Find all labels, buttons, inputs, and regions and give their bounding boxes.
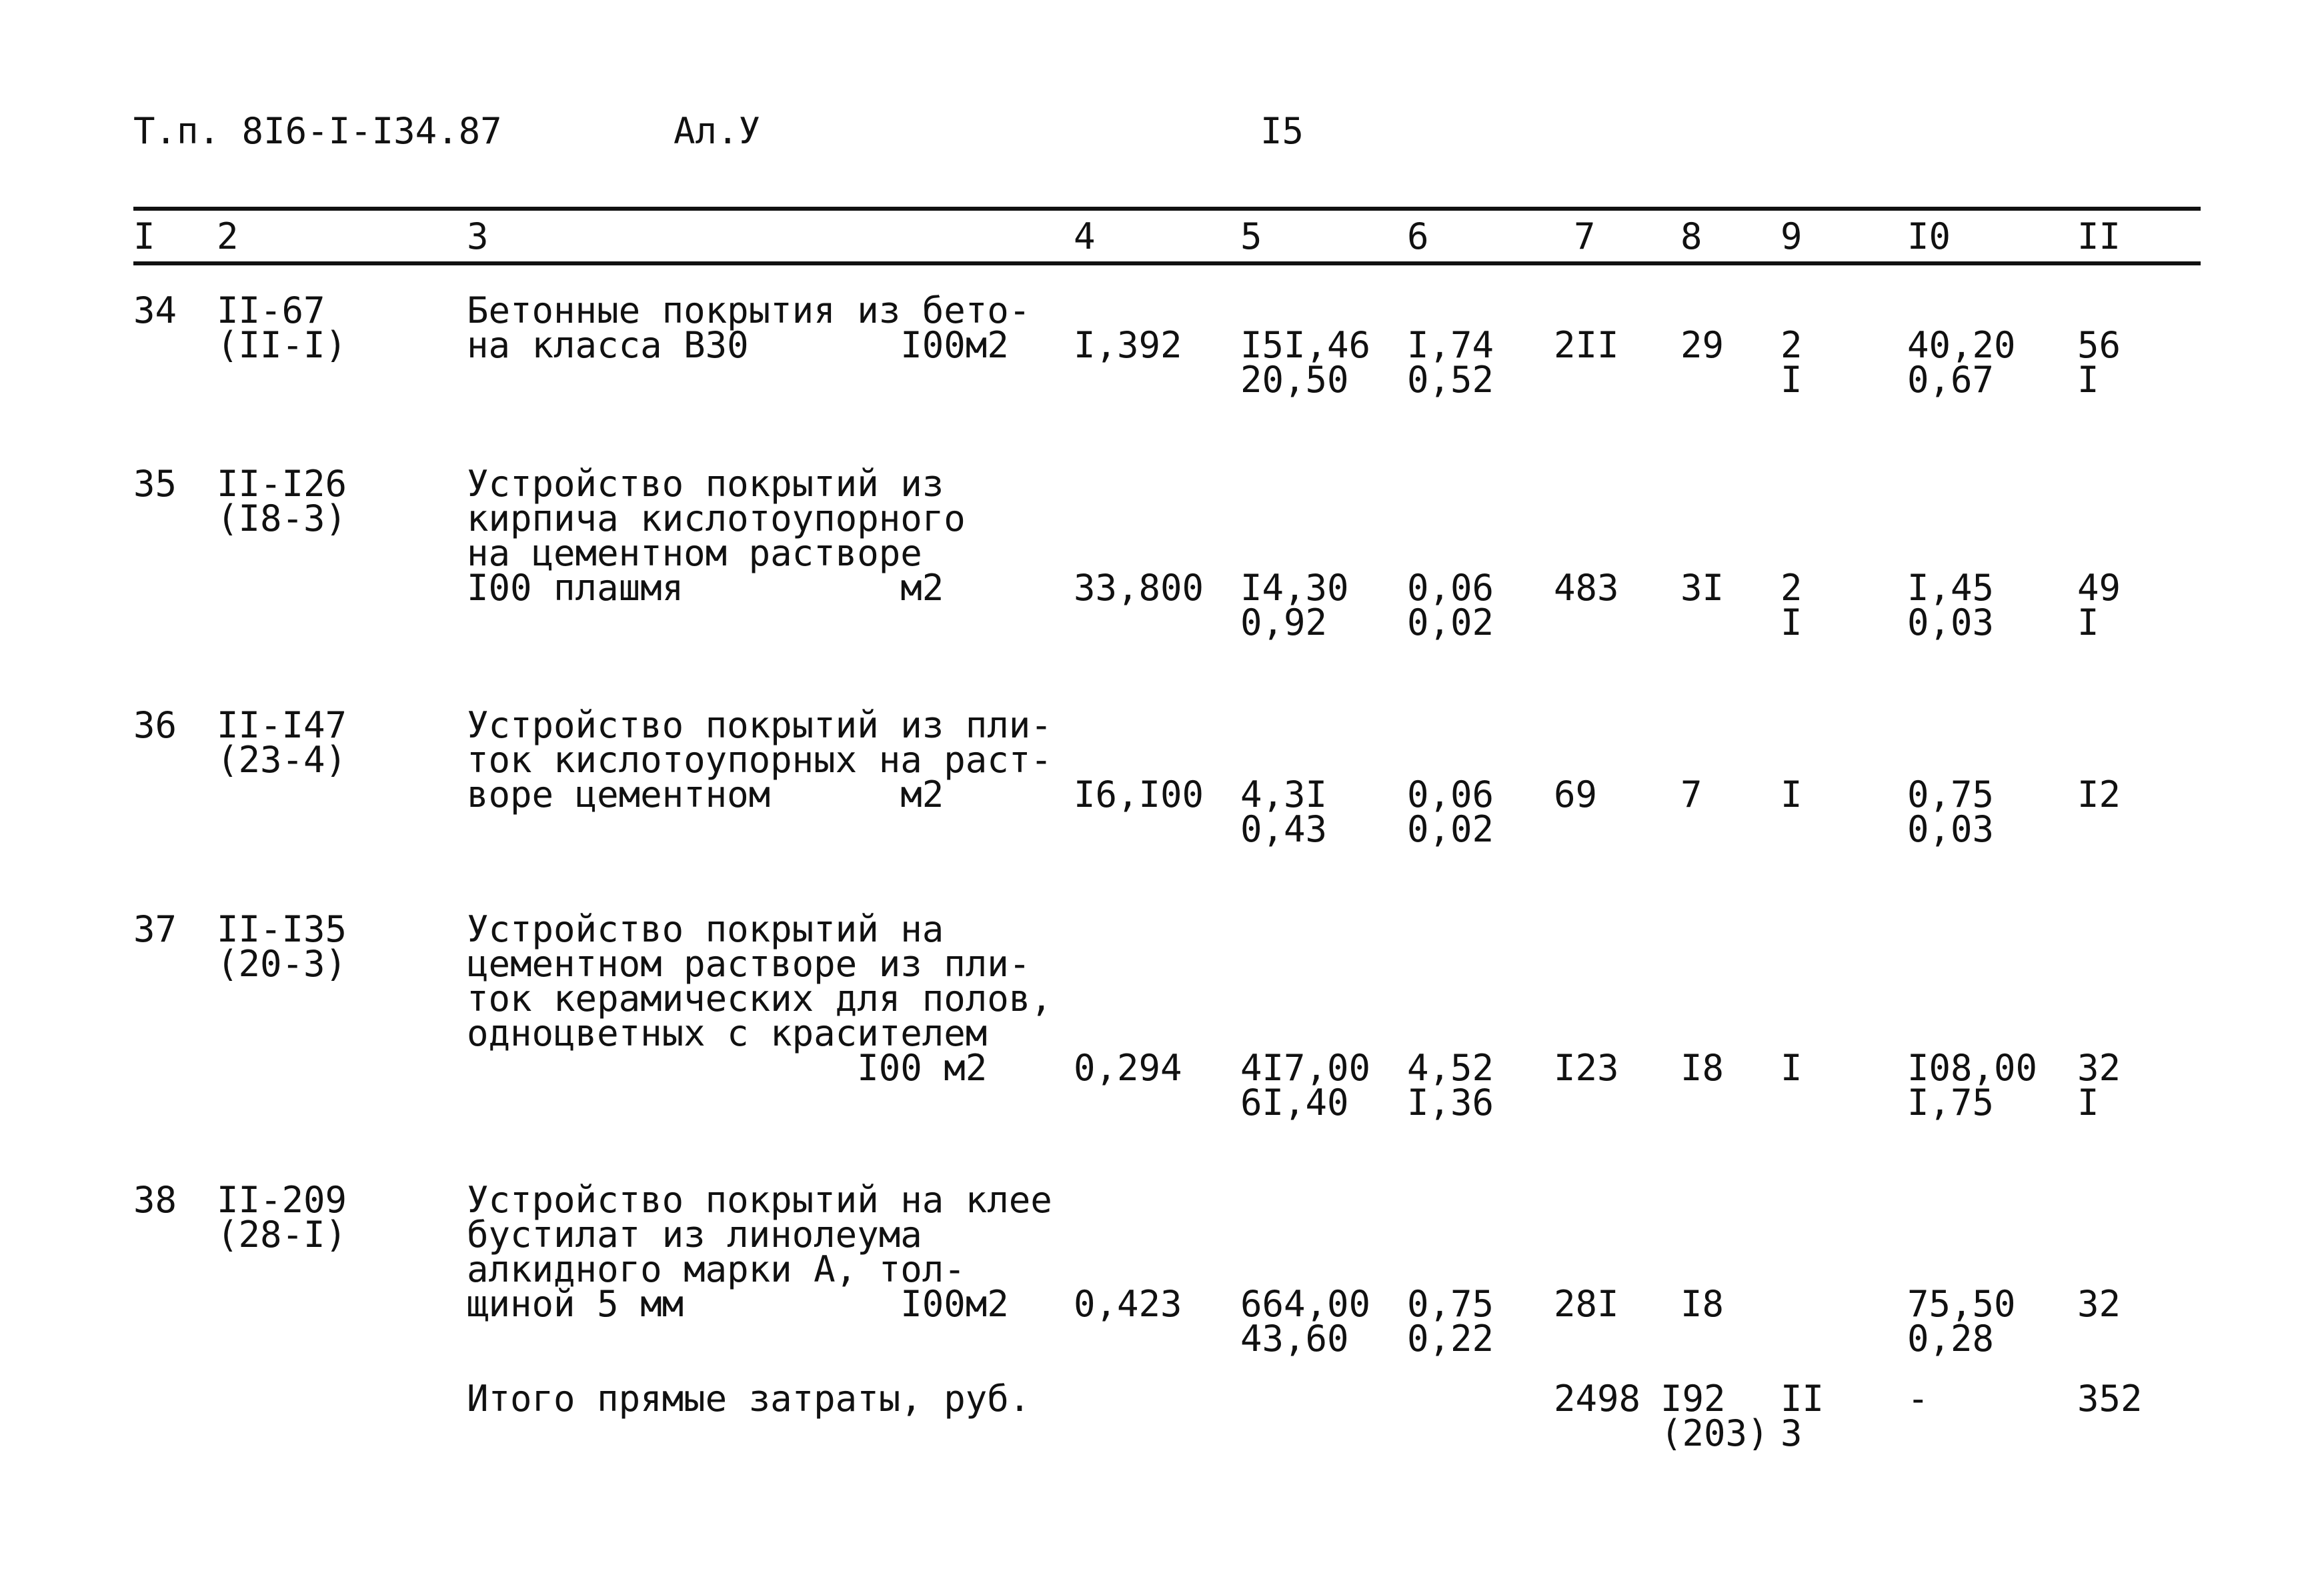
row-number: 34 [133, 289, 177, 331]
total-label: Итого прямые затраты, руб. [467, 1378, 1031, 1420]
column-number: 2 [217, 215, 239, 257]
row-number: 38 [133, 1179, 177, 1221]
col6-value: 0,06 0,02 [1407, 773, 1494, 850]
col8-value: 29 [1680, 324, 1724, 366]
col6-value: 0,75 0,22 [1407, 1283, 1494, 1360]
col10-value: I,45 0,03 [1907, 567, 1995, 643]
col9-value: 2 I [1781, 324, 1803, 401]
column-number: 4 [1074, 215, 1096, 257]
col10-value: 40,20 0,67 [1907, 324, 2016, 401]
col5-value: I5I,46 20,50 [1240, 324, 1371, 401]
page-number: I5 [1260, 110, 1304, 152]
col11-value: 32 [2077, 1283, 2121, 1325]
column-number: I [133, 215, 155, 257]
total-col9: II 3 [1781, 1378, 1825, 1454]
table-header-rule [133, 261, 2201, 265]
quantity: 33,800 [1074, 567, 1204, 609]
price-code: II-I35 (20-3) [217, 908, 347, 985]
row-number: 35 [133, 463, 177, 505]
total-col11: 352 [2077, 1378, 2143, 1420]
col7-value: 28I [1554, 1283, 1619, 1325]
column-number: I0 [1907, 215, 1951, 257]
work-description: Бетонные покрытия из бето- на класса В30 I00м2 [467, 289, 1031, 366]
col11-value: 56 I [2077, 324, 2121, 401]
work-description: Устройство покрытий из пли- ток кислотоупорных на раст- воре цементном м2 [467, 704, 1052, 816]
work-description: Устройство покрытий на цементном растворе из пли- ток керамических для полов, одноцветных с красителем I00 м2 [467, 908, 1052, 1089]
col8-value: I8 [1680, 1047, 1724, 1089]
col7-value: I23 [1554, 1047, 1619, 1089]
col9-value: I [1781, 773, 1803, 816]
col6-value: I,74 0,52 [1407, 324, 1494, 401]
sheet-label: Ал.У [674, 110, 761, 152]
column-number: 8 [1680, 215, 1702, 257]
quantity: I,392 [1074, 324, 1182, 366]
table-top-rule [133, 207, 2201, 211]
row-number: 37 [133, 908, 177, 950]
column-number: 3 [467, 215, 489, 257]
price-code: II-I26 (I8-3) [217, 463, 347, 539]
col9-value: I [1781, 1047, 1803, 1089]
price-code: II-209 (28-I) [217, 1179, 347, 1256]
col5-value: 4I7,00 6I,40 [1240, 1047, 1371, 1124]
col7-value: 69 [1554, 773, 1598, 816]
col7-value: 2II [1554, 324, 1619, 366]
column-number: 5 [1240, 215, 1262, 257]
col5-value: 664,00 43,60 [1240, 1283, 1371, 1360]
total-col8: I92 (203) [1660, 1378, 1769, 1454]
col11-value: 32 I [2077, 1047, 2121, 1124]
col7-value: 483 [1554, 567, 1619, 609]
work-description: Устройство покрытий на клее бустилат из линолеума алкидного марки А, тол- щиной 5 мм I00м2 [467, 1179, 1052, 1325]
col10-value: I08,00 I,75 [1907, 1047, 2038, 1124]
col9-value: 2 I [1781, 567, 1803, 643]
total-col7: 2498 [1554, 1378, 1641, 1420]
column-number: 7 [1574, 215, 1596, 257]
col8-value: 3I [1680, 567, 1724, 609]
total-col10: - [1907, 1378, 1929, 1420]
col11-value: 49 I [2077, 567, 2121, 643]
quantity: 0,423 [1074, 1283, 1182, 1325]
col5-value: I4,30 0,92 [1240, 567, 1349, 643]
column-number: 6 [1407, 215, 1429, 257]
col11-value: I2 [2077, 773, 2121, 816]
col6-value: 4,52 I,36 [1407, 1047, 1494, 1124]
col5-value: 4,3I 0,43 [1240, 773, 1328, 850]
work-description: Устройство покрытий из кирпича кислотоупорного на цементном растворе I00 плашмя м2 [467, 463, 966, 609]
col8-value: 7 [1680, 773, 1702, 816]
col10-value: 75,50 0,28 [1907, 1283, 2016, 1360]
price-code: II-I47 (23-4) [217, 704, 347, 781]
quantity: I6,I00 [1074, 773, 1204, 816]
price-code: II-67 (II-I) [217, 289, 347, 366]
col6-value: 0,06 0,02 [1407, 567, 1494, 643]
row-number: 36 [133, 704, 177, 746]
column-number: 9 [1781, 215, 1803, 257]
column-number: II [2077, 215, 2121, 257]
col10-value: 0,75 0,03 [1907, 773, 1995, 850]
quantity: 0,294 [1074, 1047, 1182, 1089]
col8-value: I8 [1680, 1283, 1724, 1325]
document-reference: Т.п. 8I6-I-I34.87 [133, 110, 502, 152]
